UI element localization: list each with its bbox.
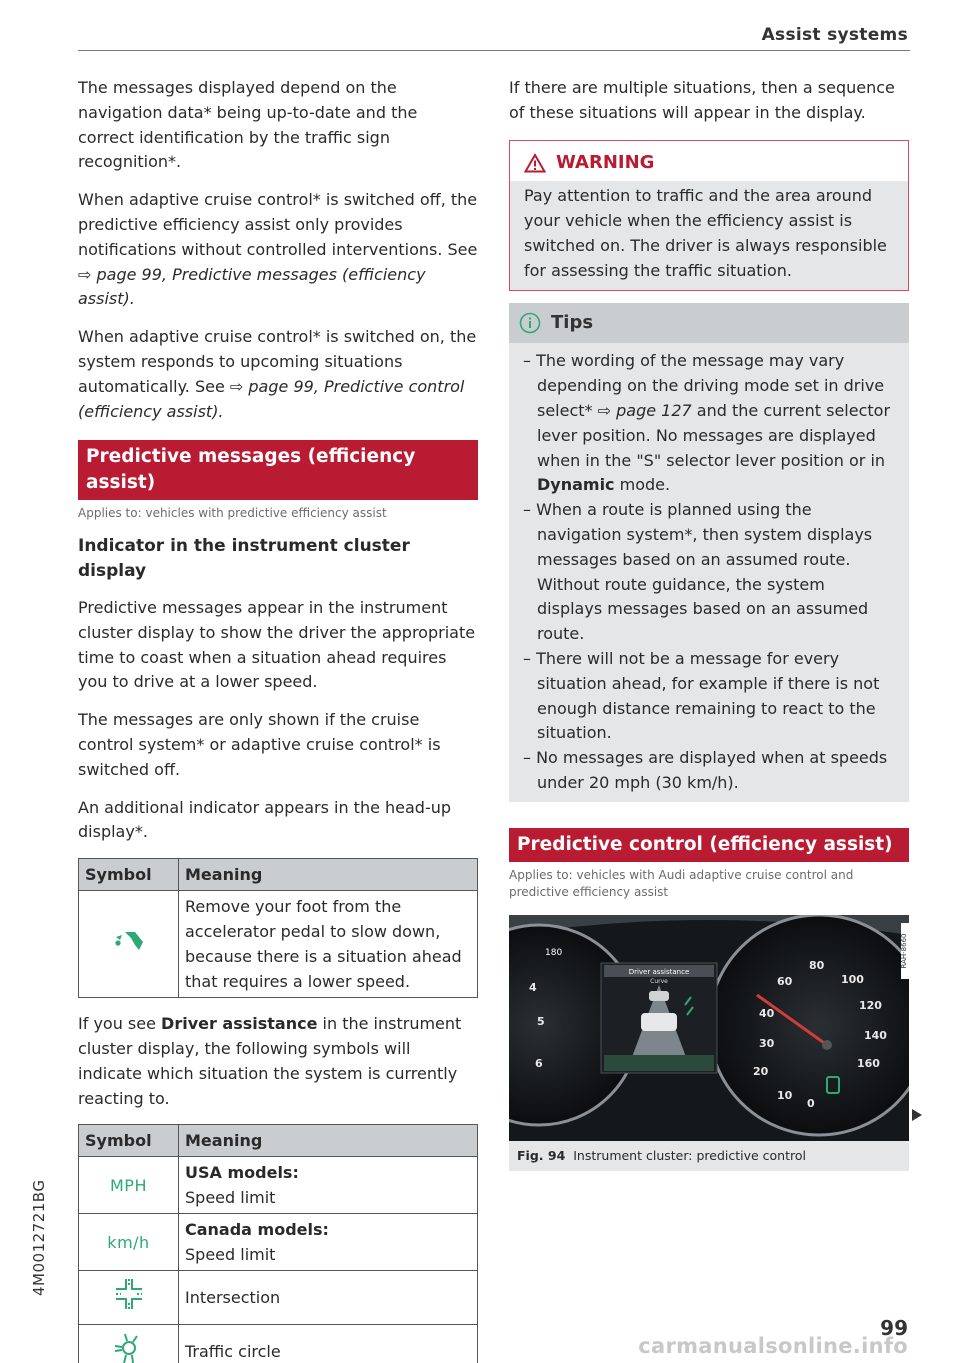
traffic-circle-icon bbox=[112, 1331, 146, 1363]
right-column bbox=[509, 76, 909, 1171]
row-text: Speed limit bbox=[185, 1245, 276, 1265]
watermark: carmanualsonline.info bbox=[638, 1334, 908, 1358]
warning-triangle-icon bbox=[524, 153, 546, 173]
info-icon bbox=[519, 312, 541, 334]
page-header-title: Assist systems bbox=[761, 25, 908, 45]
row-text: Traffic circle bbox=[179, 1325, 478, 1363]
cluster-screen-title: Driver assistance bbox=[628, 967, 690, 976]
table-header-symbol: Symbol bbox=[79, 1125, 179, 1157]
paragraph: When adaptive cruise control* is switched on, the system responds to upcoming situations automatically. See ⇨ page 99, Predictive control (efficiency assist). bbox=[78, 327, 477, 421]
table-row bbox=[79, 1325, 478, 1363]
foot-off-accelerator-icon bbox=[109, 926, 149, 956]
table-header-meaning: Meaning bbox=[179, 859, 478, 891]
page-reference-link[interactable]: ⇨ page 127 bbox=[597, 400, 692, 420]
table-row bbox=[79, 891, 478, 998]
svg-text:60: 60 bbox=[777, 974, 793, 988]
applies-to-note: Applies to: vehicles with Audi adaptive cruise control and predictive efficiency assist bbox=[509, 867, 854, 899]
svg-text:140: 140 bbox=[864, 1028, 887, 1042]
section-title: Predictive messages (efficiency assist) bbox=[78, 440, 478, 500]
tips-item: – When a route is planned using the navigation system*, then system displays messages based on an assumed route. Without route guidance, the system displays messages based on an assumed route. bbox=[523, 500, 873, 644]
row-text: Intersection bbox=[179, 1271, 478, 1325]
cluster-screen-sub: Curve bbox=[650, 977, 668, 985]
tips-item: – There will not be a message for every situation ahead, for example if there is not enough distance remaining to react to the situation. bbox=[523, 648, 880, 743]
tips-item: – The wording of the message may vary depending on the driving mode set in drive select* ⇨ page 127 and the current selector lever position. No messages are displayed when in the "S" selector lever position or in Dynamic mode. bbox=[523, 351, 891, 495]
intersection-icon bbox=[112, 1277, 146, 1311]
svg-text:80: 80 bbox=[809, 958, 825, 972]
table-header-meaning: Meaning bbox=[179, 1125, 478, 1157]
svg-text:0: 0 bbox=[807, 1096, 815, 1110]
warning-text: Pay attention to traffic and the area around your vehicle when the efficiency assist is switched on. The driver is always responsible for assessing the traffic situation. bbox=[510, 181, 908, 289]
svg-text:4: 4 bbox=[529, 980, 537, 994]
symbol-table-2 bbox=[78, 1124, 478, 1363]
svg-text:30: 30 bbox=[759, 1036, 775, 1050]
svg-text:20: 20 bbox=[753, 1064, 769, 1078]
table-row bbox=[79, 1214, 478, 1271]
svg-text:160: 160 bbox=[857, 1056, 880, 1070]
page-reference-link[interactable]: ⇨ page 99, Predictive messages (efficiency assist). bbox=[78, 264, 426, 309]
table-cell-meaning: Remove your foot from the accelerator pedal to slow down, because there is a situation ahead that requires a lower speed. bbox=[179, 891, 478, 998]
symbol-table-1 bbox=[78, 858, 478, 998]
tips-item: – No messages are displayed when at speeds under 20 mph (30 km/h). bbox=[523, 748, 888, 792]
table-row bbox=[79, 1271, 478, 1325]
table-row bbox=[79, 1157, 478, 1214]
paragraph: If you see Driver assistance in the instrument cluster display, the following symbols will indicate which situation the system is currently reacting to. bbox=[78, 1014, 462, 1108]
row-title: USA models: bbox=[185, 1163, 299, 1183]
continue-arrow-icon bbox=[912, 1109, 922, 1121]
tips-box bbox=[509, 303, 909, 802]
paragraph: When adaptive cruise control* is switched off, the predictive efficiency assist only provides notifications without controlled interventions. See ⇨ page 99, Predictive messages (efficiency assist). bbox=[78, 190, 478, 309]
paragraph: If there are multiple situations, then a sequence of these situations will appear in the display. bbox=[509, 78, 895, 122]
instrument-cluster-figure bbox=[509, 915, 909, 1141]
svg-text:40: 40 bbox=[759, 1006, 775, 1020]
svg-text:6: 6 bbox=[535, 1056, 543, 1070]
mph-symbol: MPH bbox=[110, 1175, 147, 1195]
left-column bbox=[78, 76, 478, 1363]
svg-text:10: 10 bbox=[777, 1088, 793, 1102]
document-code: 4M0012721BG bbox=[30, 1179, 48, 1296]
svg-text:120: 120 bbox=[859, 998, 882, 1012]
subheading: Indicator in the instrument cluster display bbox=[78, 536, 410, 582]
header-rule bbox=[78, 50, 910, 51]
section-title: Predictive control (efficiency assist) bbox=[509, 828, 909, 862]
row-title: Canada models: bbox=[185, 1220, 329, 1240]
coast-symbol-cell bbox=[79, 891, 179, 998]
page-reference-link[interactable]: ⇨ page 99, Predictive control (efficiency assist). bbox=[78, 376, 465, 421]
instrument-cluster-image bbox=[509, 915, 909, 1141]
kmh-symbol: km/h bbox=[107, 1232, 150, 1252]
warning-title: WARNING bbox=[556, 151, 655, 173]
row-text: Speed limit bbox=[185, 1188, 276, 1208]
applies-to-note: Applies to: vehicles with predictive efficiency assist bbox=[78, 506, 387, 521]
svg-text:100: 100 bbox=[841, 972, 864, 986]
top-range-value: 180 bbox=[545, 947, 563, 958]
table-header-symbol: Symbol bbox=[79, 859, 179, 891]
paragraph: An additional indicator appears in the head-up display*. bbox=[78, 797, 452, 842]
tips-title: Tips bbox=[551, 311, 594, 333]
figure-caption: Fig. 94 Instrument cluster: predictive control bbox=[509, 1141, 909, 1171]
paragraph: The messages displayed depend on the navigation data* being up-to-date and the correct identification by the traffic sign recognition*. bbox=[78, 78, 418, 172]
paragraph: The messages are only shown if the cruise control system* or adaptive cruise control* is switched off. bbox=[78, 710, 441, 779]
svg-text:5: 5 bbox=[537, 1014, 545, 1028]
figure-code: RAH-8660 bbox=[900, 933, 908, 969]
warning-box bbox=[509, 140, 909, 291]
page-number: 99 bbox=[880, 1316, 908, 1340]
paragraph: Predictive messages appear in the instrument cluster display to show the driver the appropriate time to coast when a situation ahead requires you to drive at a lower speed. bbox=[78, 597, 476, 692]
